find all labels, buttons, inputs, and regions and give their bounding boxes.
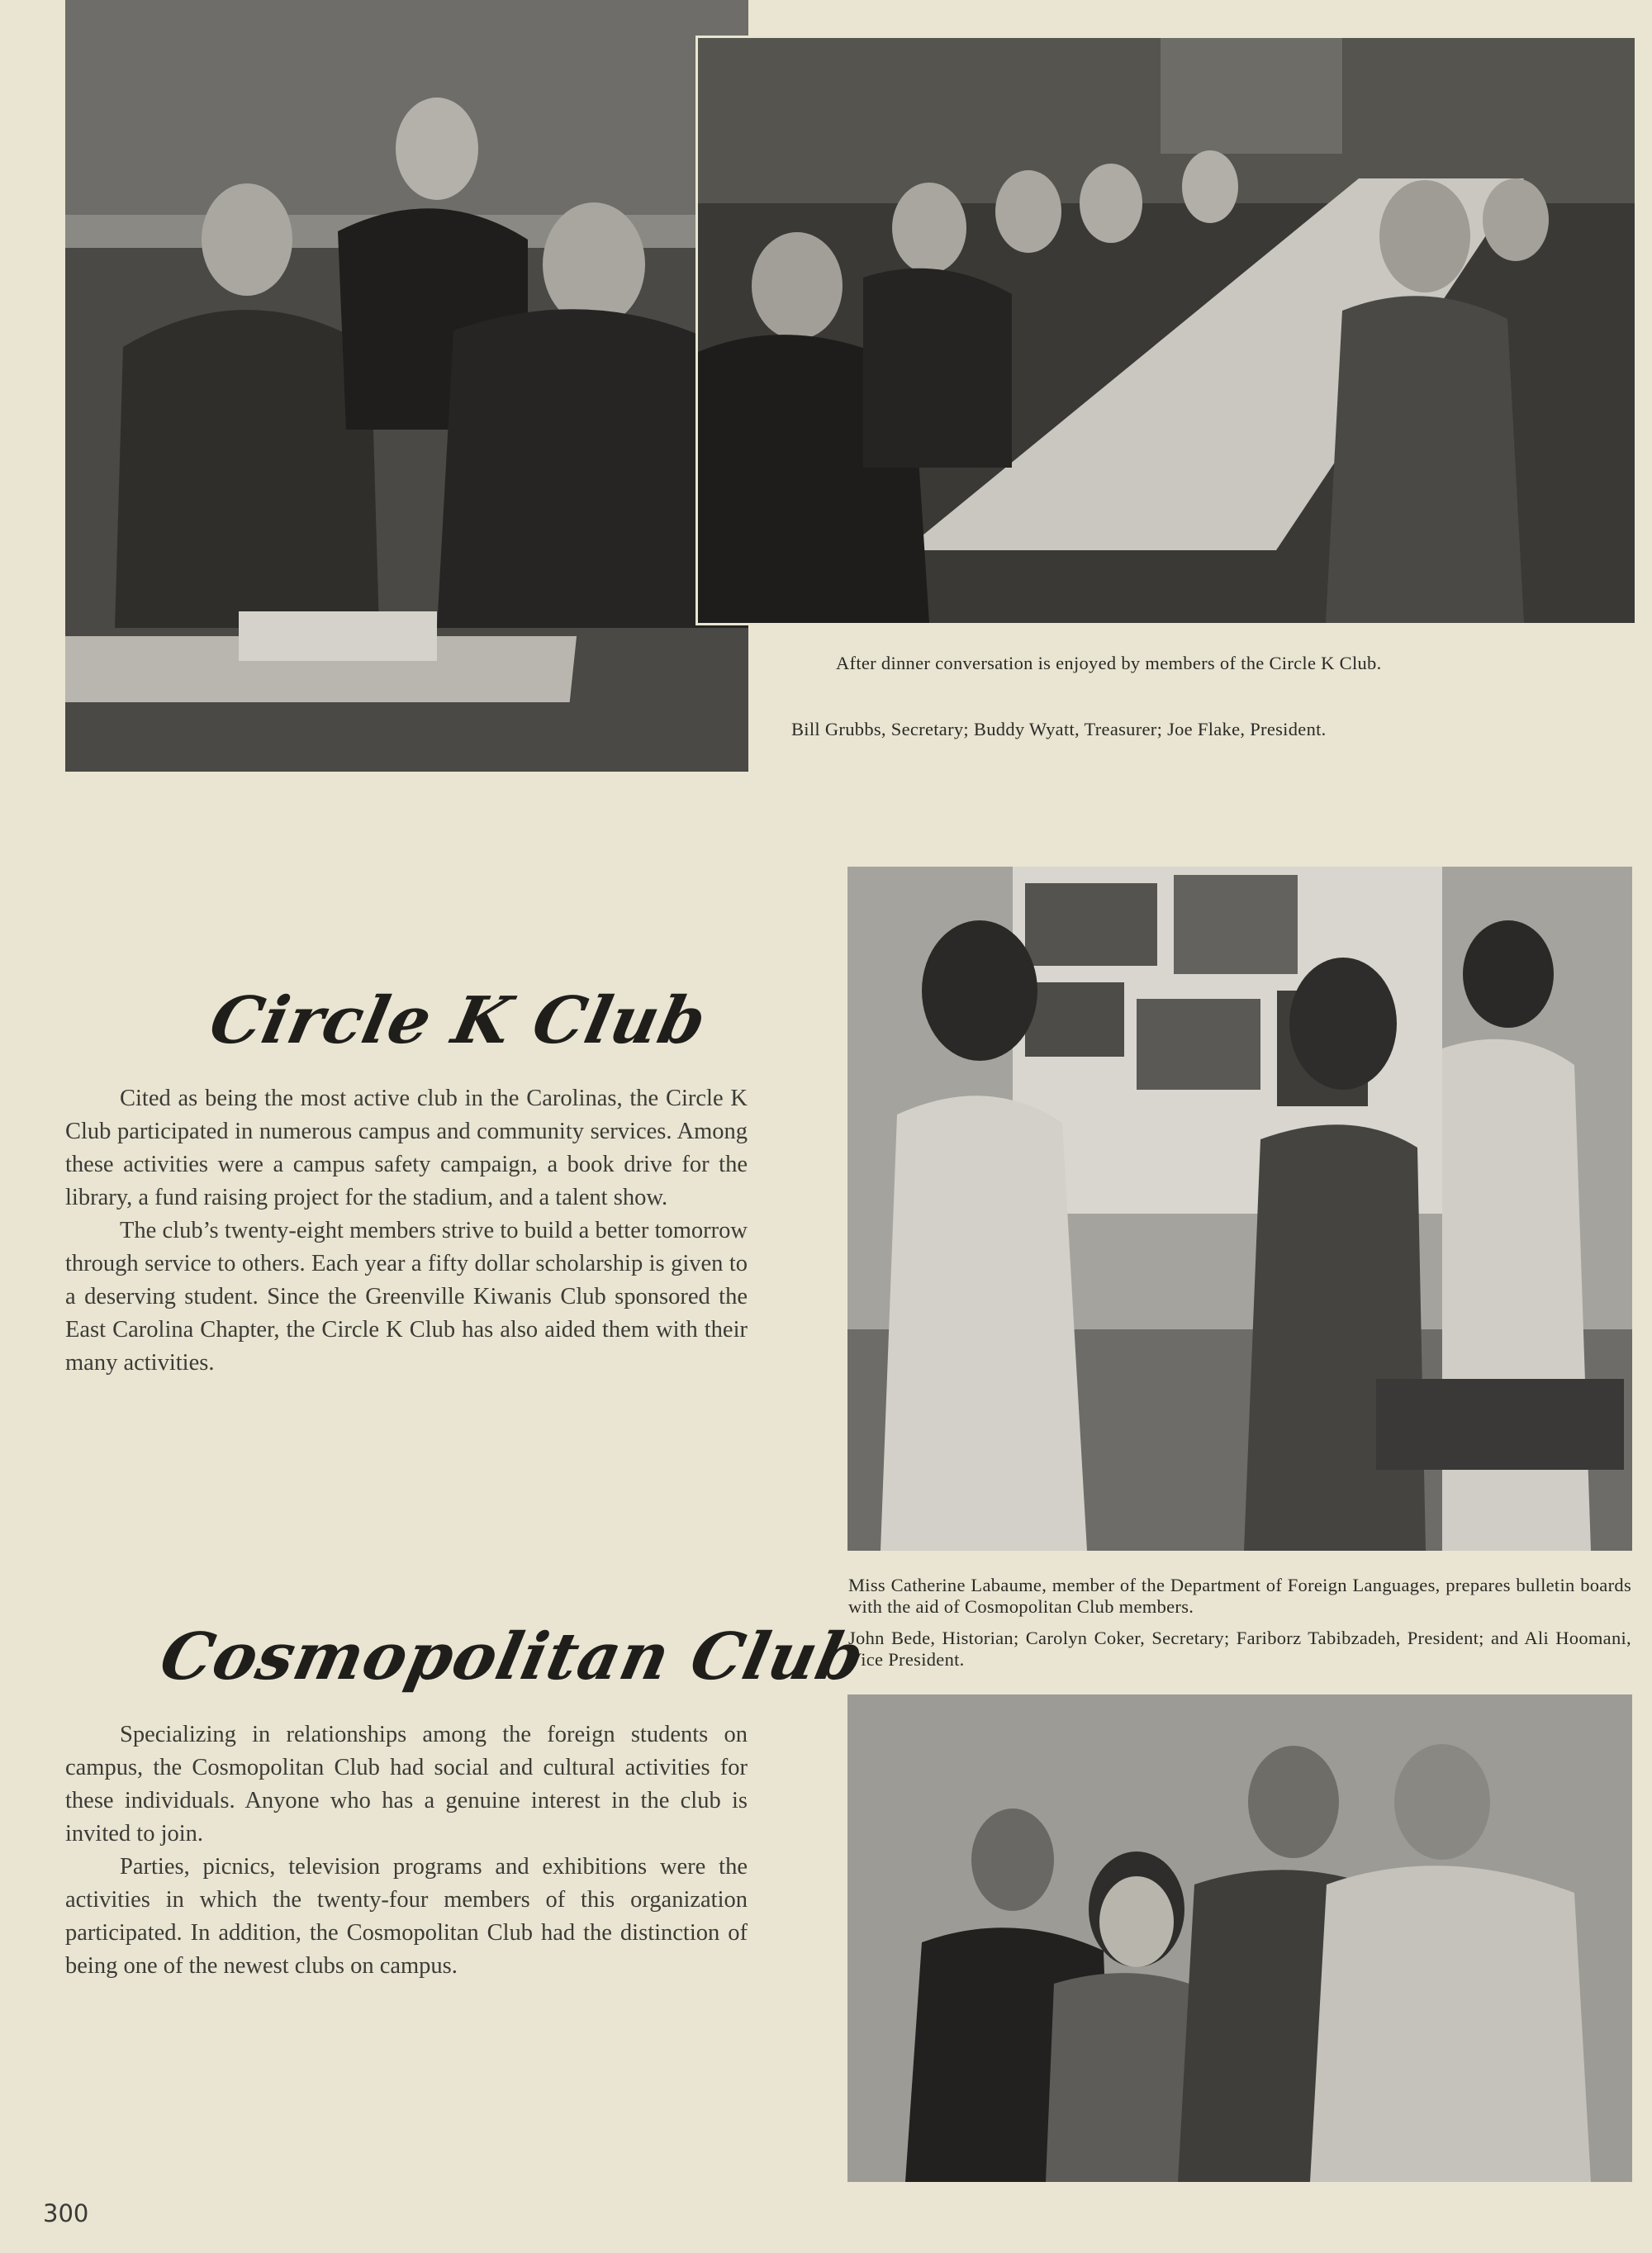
cosmopolitan-body: [65, 1718, 748, 1983]
circle-k-officers-photo: [65, 0, 748, 772]
circle-k-paragraph: The club’s twenty-eight members strive to build a better tomorrow through service to others. Each year a fifty dollar scholarship is given to a deserving student. Since the Greenville Kiwanis Club sponsored the East Carolina Chapter, the Circle K Club has also aided them with their many activities.: [65, 1218, 748, 1376]
cosmopolitan-officers-caption: John Bede, Historian; Carolyn Coker, Secretary; Fariborz Tabibzadeh, President; and Ali Hoomani, Vice President.: [848, 1628, 1631, 1670]
cosmopolitan-officers-photo: [847, 1695, 1632, 2182]
cosmopolitan-title: Cosmopolitan Club: [154, 1619, 871, 1695]
circle-k-paragraph: Cited as being the most active club in the Carolinas, the Circle K Club participated in numerous campus and community services. Among these activities were a campus safety campaign, a book drive for the library, a fund raising project for the stadium, and a talent show.: [65, 1086, 748, 1210]
cosmopolitan-paragraph: Specializing in relationships among the foreign students on campus, the Cosmopolitan Club had social and cultural activities for these individuals. Anyone who has a genuine interest in the club is invited to join.: [65, 1722, 748, 1847]
cosmopolitan-paragraph: Parties, picnics, television programs and exhibitions were the activities in which the twenty-four members of this organization participated. In addition, the Cosmopolitan Club had the distinction of being one of the newest clubs on campus.: [65, 1854, 748, 1979]
circle-k-officers-caption: Bill Grubbs, Secretary; Buddy Wyatt, Treasurer; Joe Flake, President.: [791, 719, 1327, 739]
bulletin-board-photo: [847, 867, 1632, 1551]
bulletin-caption: Miss Catherine Labaume, member of the Department of Foreign Languages, prepares bulletin boards with the aid of Cosmopolitan Club members.: [848, 1575, 1631, 1617]
dinner-photo: [695, 36, 1637, 625]
circle-k-title: Circle K Club: [203, 983, 714, 1058]
circle-k-body: [65, 1082, 748, 1380]
page-number: 300: [43, 2199, 89, 2227]
dinner-caption: After dinner conversation is enjoyed by members of the Circle K Club.: [836, 653, 1382, 673]
